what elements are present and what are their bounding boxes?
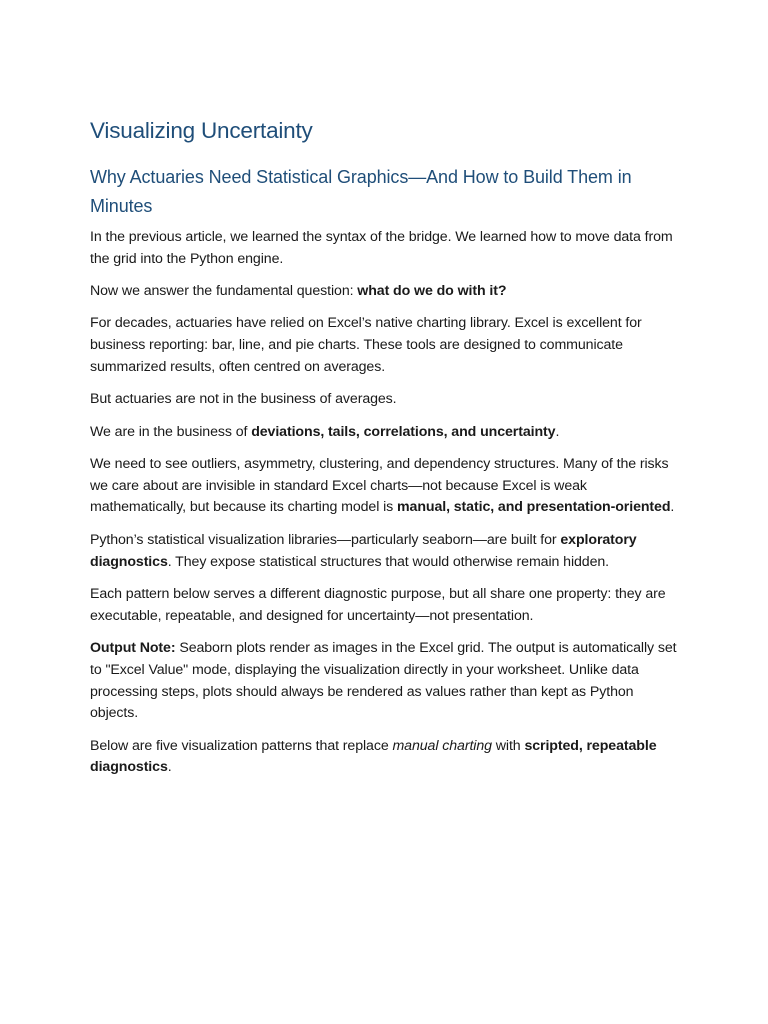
text-run: Python’s statistical visualization libraries—particularly seaborn—are built for <box>90 531 561 548</box>
text-run: We need to see outliers, asymmetry, clustering, and dependency structures. Many of the risks we care about are invisible in standard Excel charts—not because Excel is weak mathematically, but because its charting model is <box>90 455 669 516</box>
bold-run: scripted, repeatable diagnostics <box>90 737 657 776</box>
text-run: . <box>555 423 560 440</box>
text-run: with <box>491 737 525 754</box>
text-run: Below are five visualization patterns that replace <box>90 737 393 754</box>
document-body <box>90 114 682 790</box>
paragraph-business-of <box>90 422 682 444</box>
bold-run: manual, static, and presentation-oriented <box>397 499 671 516</box>
text-run: . <box>167 759 172 776</box>
paragraph-each-pattern: Each pattern below serves a different diagnostic purpose, but all share one property: they are executable, repeatable, and designed for uncertainty—not presentation. <box>90 585 666 624</box>
italic-run: manual charting <box>392 737 492 754</box>
bold-run: what do we do with it? <box>357 283 507 300</box>
bold-run: deviations, tails, correlations, and uncertainty <box>251 423 556 440</box>
text-run: . They expose statistical structures that would otherwise remain hidden. <box>167 553 609 570</box>
document-subtitle: Why Actuaries Need Statistical Graphics—And How to Build Them in Minutes <box>90 167 632 216</box>
paragraph-previous-article: In the previous article, we learned the syntax of the bridge. We learned how to move data from the grid into the Python engine. <box>90 229 673 267</box>
paragraph-output-note <box>90 638 682 725</box>
paragraph-fundamental-question <box>90 281 682 303</box>
bold-run: exploratory diagnostics <box>90 531 637 570</box>
paragraph-seaborn <box>90 530 682 574</box>
text-run: Now we answer the fundamental question: <box>90 283 358 300</box>
paragraph-excel-charting: For decades, actuaries have relied on Excel’s native charting library. Excel is excellent for business reporting: bar, line, and pie charts. These tools are designed to communicate summarized results, often centred on averages. <box>90 315 642 375</box>
paragraph-averages: But actuaries are not in the business of averages. <box>90 391 397 408</box>
bold-run: Output Note: <box>90 639 176 656</box>
text-run: Seaborn plots render as images in the Excel grid. The output is automatically set to "Excel Value" mode, displaying the visualization directly in your worksheet. Unlike data processing steps, plots should always be rendered as values rather than kept as Python objects. <box>90 639 677 722</box>
paragraph-outliers <box>90 454 682 519</box>
paragraph-five-patterns <box>90 736 682 780</box>
text-run: We are in the business of <box>90 423 252 440</box>
text-run: . <box>670 499 675 516</box>
document-title: Visualizing Uncertainty <box>90 118 313 143</box>
